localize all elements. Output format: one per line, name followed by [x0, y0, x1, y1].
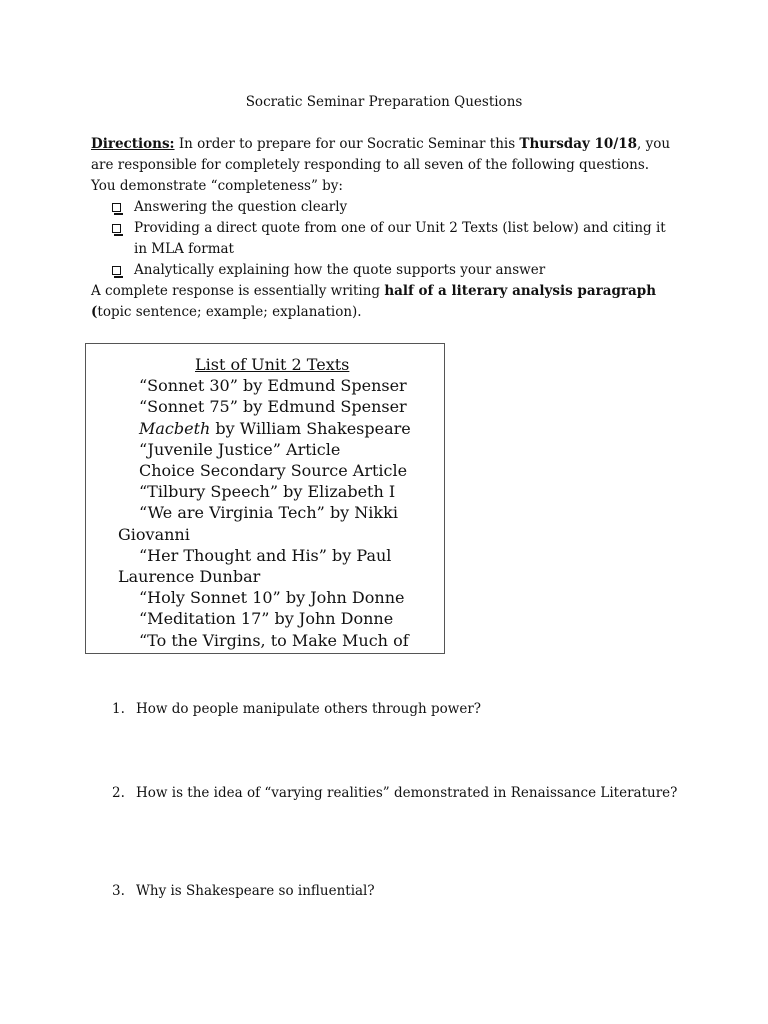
text-item: Choice Secondary Source Article — [139, 461, 408, 481]
complete-response-paragraph — [91, 281, 671, 323]
question-number: 1. — [112, 701, 125, 717]
checklist-item-text: Providing a direct quote from one of our Unit 2 Texts (list below) and citing it in MLA format — [134, 220, 666, 257]
question-text: Why is Shakespeare so influential? — [136, 883, 375, 899]
checkbox-bullet-icon — [112, 266, 121, 275]
text-item: “Holy Sonnet 10” by John Donne — [139, 588, 405, 608]
checkbox-bullet-icon — [112, 203, 121, 212]
text-item: “To the Virgins, to Make Much of — [139, 630, 409, 650]
text-item: “Tilbury Speech” by Elizabeth I — [139, 482, 396, 502]
text-item: “Sonnet 75” by Edmund Spenser — [139, 397, 407, 417]
question-item — [112, 785, 677, 801]
unit-2-texts-box — [85, 343, 445, 654]
complete-response-bold: half of a literary analysis paragraph ( — [91, 283, 657, 320]
text-item-author: by William Shakespeare — [210, 418, 411, 438]
text-item: “Her Thought and His” by Paul — [139, 545, 392, 565]
completeness-checklist — [112, 197, 672, 281]
text-item-continuation: Laurence Dunbar — [118, 567, 261, 587]
question-number: 3. — [112, 883, 125, 899]
directions-label: Directions: — [91, 136, 175, 152]
checklist-item — [112, 197, 672, 218]
text-item: “Meditation 17” by John Donne — [139, 609, 394, 629]
directions-text-2: , you are responsible for completely responding to all seven of the following questions. You demonstrate “completeness” by: — [91, 136, 671, 194]
question-item — [112, 701, 481, 717]
complete-response-text-2: topic sentence; example; explanation). — [97, 304, 362, 320]
directions-paragraph — [91, 134, 671, 197]
text-item-continuation: Giovanni — [118, 524, 190, 544]
texts-list — [118, 354, 439, 651]
text-item-italic-title: Macbeth — [139, 418, 211, 438]
text-item: “We are Virginia Tech” by Nikki — [139, 503, 398, 523]
text-item: “Sonnet 30” by Edmund Spenser — [139, 376, 407, 396]
text-item: “Juvenile Justice” Article — [139, 439, 341, 459]
checklist-item-text: Answering the question clearly — [134, 199, 348, 215]
seminar-date: Thursday 10/18 — [519, 136, 638, 152]
text-item — [139, 418, 439, 439]
checkbox-bullet-icon — [112, 224, 121, 233]
question-text: How do people manipulate others through power? — [136, 701, 482, 717]
question-number: 2. — [112, 785, 125, 801]
question-item — [112, 883, 375, 899]
checklist-item-text: Analytically explaining how the quote supports your answer — [134, 262, 546, 278]
question-text: How is the idea of “varying realities” demonstrated in Renaissance Literature? — [136, 785, 678, 801]
complete-response-text-1: A complete response is essentially writing — [91, 283, 385, 299]
directions-text-1: In order to prepare for our Socratic Seminar this — [174, 136, 520, 152]
texts-list-title: List of Unit 2 Texts — [195, 355, 350, 374]
page-title: Socratic Seminar Preparation Questions — [245, 94, 523, 110]
checklist-item — [112, 260, 672, 281]
checklist-item — [112, 218, 672, 260]
